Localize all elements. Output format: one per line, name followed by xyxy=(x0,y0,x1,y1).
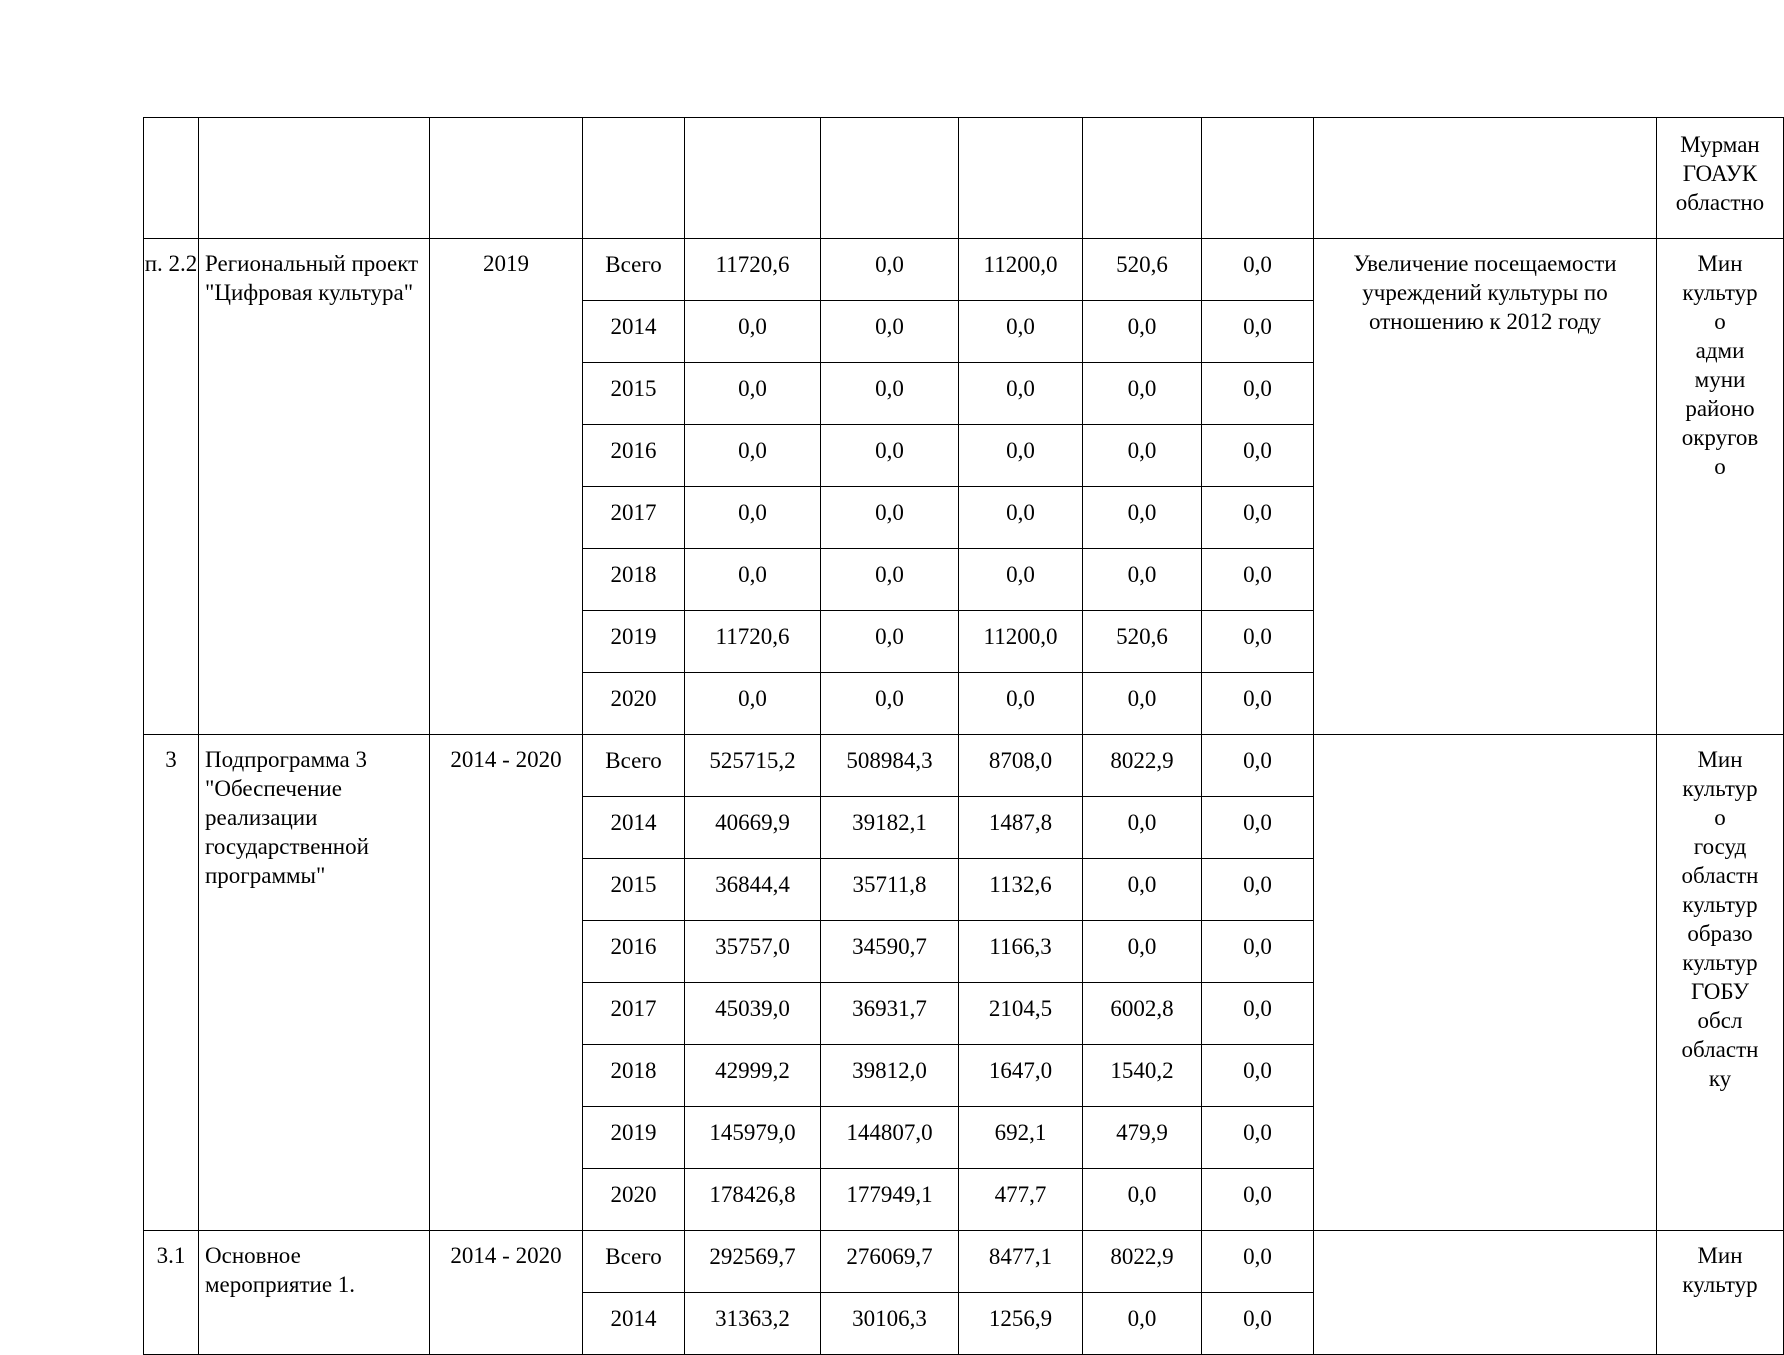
cell-regional-budget: 0,0 xyxy=(959,425,1083,487)
cell-other-sources: 0,0 xyxy=(1202,797,1314,859)
cell-year: Всего xyxy=(583,239,685,301)
table-row xyxy=(144,239,1784,301)
cell-local-budget: 0,0 xyxy=(1083,797,1202,859)
budget-table xyxy=(143,117,1784,1355)
cell-regional-budget: 11200,0 xyxy=(959,239,1083,301)
cell-year: 2018 xyxy=(583,549,685,611)
cell-local-budget: 0,0 xyxy=(1083,549,1202,611)
cell-year: 2015 xyxy=(583,363,685,425)
cell-year: 2016 xyxy=(583,425,685,487)
header-cell-regional xyxy=(959,118,1083,239)
cell-other-sources: 0,0 xyxy=(1202,425,1314,487)
cell-year: Всего xyxy=(583,1231,685,1293)
cell-federal-budget: 0,0 xyxy=(821,549,959,611)
cell-total: 45039,0 xyxy=(685,983,821,1045)
cell-regional-budget: 477,7 xyxy=(959,1169,1083,1231)
cell-total: 0,0 xyxy=(685,425,821,487)
section-number: п. 2.2 xyxy=(144,239,199,735)
cell-other-sources: 0,0 xyxy=(1202,239,1314,301)
cell-other-sources: 0,0 xyxy=(1202,983,1314,1045)
cell-regional-budget: 692,1 xyxy=(959,1107,1083,1169)
cell-regional-budget: 0,0 xyxy=(959,673,1083,735)
cell-regional-budget: 0,0 xyxy=(959,549,1083,611)
cell-regional-budget: 0,0 xyxy=(959,301,1083,363)
cell-regional-budget: 8708,0 xyxy=(959,735,1083,797)
cell-local-budget: 8022,9 xyxy=(1083,1231,1202,1293)
cell-federal-budget: 39812,0 xyxy=(821,1045,959,1107)
header-cell-name xyxy=(199,118,430,239)
cell-other-sources: 0,0 xyxy=(1202,673,1314,735)
header-cell-num xyxy=(144,118,199,239)
cell-federal-budget: 0,0 xyxy=(821,425,959,487)
cell-other-sources: 0,0 xyxy=(1202,1231,1314,1293)
header-cell-result xyxy=(1314,118,1657,239)
table-header-row xyxy=(144,118,1784,239)
section-expected-result xyxy=(1314,1231,1657,1355)
cell-year: 2015 xyxy=(583,859,685,921)
cell-total: 42999,2 xyxy=(685,1045,821,1107)
section-executor: Мин культур о госуд областн культур образо культур ГОБУ обсл областн ку xyxy=(1657,735,1784,1231)
cell-local-budget: 1540,2 xyxy=(1083,1045,1202,1107)
cell-federal-budget: 0,0 xyxy=(821,487,959,549)
section-executor: Мин культур о адми муни районо округов о xyxy=(1657,239,1784,735)
section-expected-result xyxy=(1314,735,1657,1231)
cell-year: Всего xyxy=(583,735,685,797)
cell-federal-budget: 144807,0 xyxy=(821,1107,959,1169)
cell-regional-budget: 1256,9 xyxy=(959,1293,1083,1355)
cell-year: 2019 xyxy=(583,1107,685,1169)
cell-local-budget: 0,0 xyxy=(1083,673,1202,735)
cell-regional-budget: 1132,6 xyxy=(959,859,1083,921)
cell-federal-budget: 0,0 xyxy=(821,301,959,363)
header-cell-year xyxy=(583,118,685,239)
cell-federal-budget: 276069,7 xyxy=(821,1231,959,1293)
cell-federal-budget: 0,0 xyxy=(821,239,959,301)
cell-year: 2014 xyxy=(583,301,685,363)
header-cell-total xyxy=(685,118,821,239)
cell-total: 11720,6 xyxy=(685,239,821,301)
cell-other-sources: 0,0 xyxy=(1202,1293,1314,1355)
cell-local-budget: 0,0 xyxy=(1083,425,1202,487)
cell-local-budget: 8022,9 xyxy=(1083,735,1202,797)
cell-other-sources: 0,0 xyxy=(1202,735,1314,797)
cell-other-sources: 0,0 xyxy=(1202,1045,1314,1107)
section-period: 2014 - 2020 xyxy=(430,1231,583,1355)
section-name: Подпрограмма 3 "Обеспечение реализации государственной программы" xyxy=(199,735,430,1231)
section-period: 2014 - 2020 xyxy=(430,735,583,1231)
cell-other-sources: 0,0 xyxy=(1202,921,1314,983)
section-executor: Мин культур xyxy=(1657,1231,1784,1355)
section-expected-result: Увеличение посещаемости учреждений культуры по отношению к 2012 году xyxy=(1314,239,1657,735)
cell-year: 2020 xyxy=(583,1169,685,1231)
cell-other-sources: 0,0 xyxy=(1202,1107,1314,1169)
cell-year: 2017 xyxy=(583,983,685,1045)
cell-federal-budget: 0,0 xyxy=(821,611,959,673)
cell-local-budget: 479,9 xyxy=(1083,1107,1202,1169)
cell-total: 0,0 xyxy=(685,363,821,425)
cell-regional-budget: 2104,5 xyxy=(959,983,1083,1045)
cell-total: 11720,6 xyxy=(685,611,821,673)
cell-year: 2020 xyxy=(583,673,685,735)
cell-other-sources: 0,0 xyxy=(1202,611,1314,673)
cell-local-budget: 0,0 xyxy=(1083,1293,1202,1355)
cell-other-sources: 0,0 xyxy=(1202,301,1314,363)
cell-total: 40669,9 xyxy=(685,797,821,859)
cell-local-budget: 520,6 xyxy=(1083,611,1202,673)
cell-total: 0,0 xyxy=(685,487,821,549)
cell-other-sources: 0,0 xyxy=(1202,549,1314,611)
cell-regional-budget: 1166,3 xyxy=(959,921,1083,983)
header-cell-executor: Мурман ГОАУК областно xyxy=(1657,118,1784,239)
cell-federal-budget: 35711,8 xyxy=(821,859,959,921)
section-name: Основное мероприятие 1. xyxy=(199,1231,430,1355)
cell-regional-budget: 8477,1 xyxy=(959,1231,1083,1293)
cell-federal-budget: 0,0 xyxy=(821,363,959,425)
cell-local-budget: 6002,8 xyxy=(1083,983,1202,1045)
cell-local-budget: 0,0 xyxy=(1083,363,1202,425)
cell-federal-budget: 177949,1 xyxy=(821,1169,959,1231)
cell-year: 2017 xyxy=(583,487,685,549)
cell-total: 0,0 xyxy=(685,301,821,363)
cell-regional-budget: 11200,0 xyxy=(959,611,1083,673)
cell-year: 2019 xyxy=(583,611,685,673)
cell-local-budget: 0,0 xyxy=(1083,1169,1202,1231)
section-name: Региональный проект "Цифровая культура" xyxy=(199,239,430,735)
cell-federal-budget: 39182,1 xyxy=(821,797,959,859)
cell-total: 31363,2 xyxy=(685,1293,821,1355)
cell-other-sources: 0,0 xyxy=(1202,859,1314,921)
cell-federal-budget: 0,0 xyxy=(821,673,959,735)
table-row xyxy=(144,735,1784,797)
cell-federal-budget: 508984,3 xyxy=(821,735,959,797)
section-period: 2019 xyxy=(430,239,583,735)
cell-total: 36844,4 xyxy=(685,859,821,921)
cell-total: 0,0 xyxy=(685,549,821,611)
cell-regional-budget: 0,0 xyxy=(959,363,1083,425)
cell-local-budget: 520,6 xyxy=(1083,239,1202,301)
cell-federal-budget: 34590,7 xyxy=(821,921,959,983)
cell-year: 2018 xyxy=(583,1045,685,1107)
cell-federal-budget: 36931,7 xyxy=(821,983,959,1045)
cell-local-budget: 0,0 xyxy=(1083,921,1202,983)
cell-regional-budget: 1647,0 xyxy=(959,1045,1083,1107)
cell-total: 35757,0 xyxy=(685,921,821,983)
cell-other-sources: 0,0 xyxy=(1202,487,1314,549)
cell-local-budget: 0,0 xyxy=(1083,859,1202,921)
cell-total: 145979,0 xyxy=(685,1107,821,1169)
cell-total: 178426,8 xyxy=(685,1169,821,1231)
cell-total: 525715,2 xyxy=(685,735,821,797)
cell-local-budget: 0,0 xyxy=(1083,301,1202,363)
header-cell-local xyxy=(1083,118,1202,239)
section-number: 3 xyxy=(144,735,199,1231)
cell-year: 2014 xyxy=(583,1293,685,1355)
cell-year: 2016 xyxy=(583,921,685,983)
header-cell-federal xyxy=(821,118,959,239)
cell-regional-budget: 0,0 xyxy=(959,487,1083,549)
cell-local-budget: 0,0 xyxy=(1083,487,1202,549)
cell-year: 2014 xyxy=(583,797,685,859)
cell-other-sources: 0,0 xyxy=(1202,363,1314,425)
section-number: 3.1 xyxy=(144,1231,199,1355)
header-cell-period xyxy=(430,118,583,239)
cell-total: 292569,7 xyxy=(685,1231,821,1293)
cell-regional-budget: 1487,8 xyxy=(959,797,1083,859)
table-row xyxy=(144,1231,1784,1293)
header-cell-other xyxy=(1202,118,1314,239)
cell-other-sources: 0,0 xyxy=(1202,1169,1314,1231)
cell-federal-budget: 30106,3 xyxy=(821,1293,959,1355)
cell-total: 0,0 xyxy=(685,673,821,735)
